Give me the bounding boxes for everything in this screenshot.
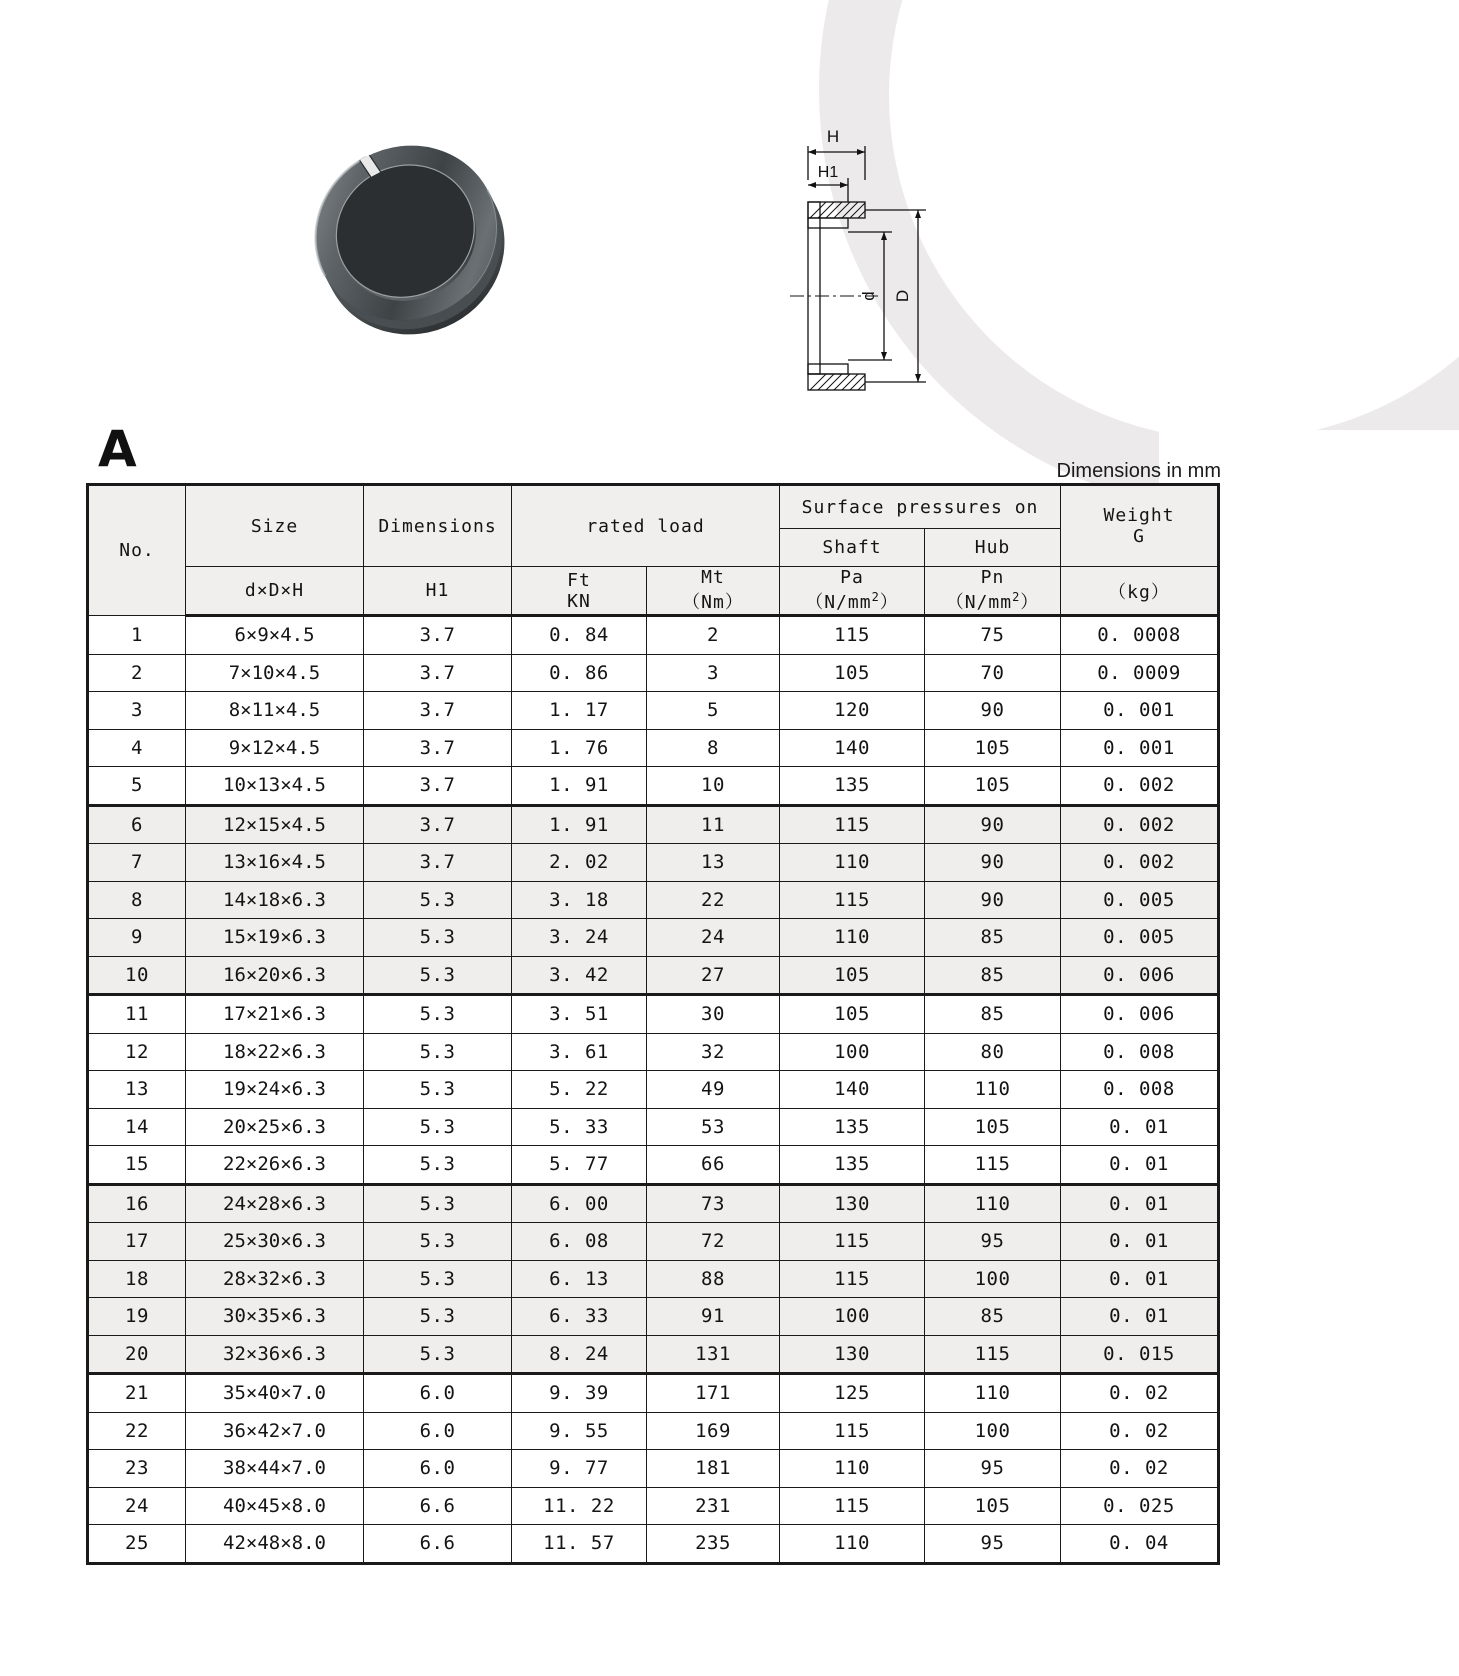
cell-no: 3 [88, 692, 186, 730]
cell-h1: 5.3 [364, 1260, 512, 1298]
cell-pn: 95 [925, 1223, 1061, 1261]
cell-ft: 3. 42 [512, 956, 647, 995]
cell-pn: 80 [925, 1033, 1061, 1071]
cell-weight: 0. 01 [1061, 1108, 1219, 1146]
cell-weight: 0. 01 [1061, 1146, 1219, 1185]
cell-mt: 3 [647, 654, 780, 692]
cell-size: 19×24×6.3 [186, 1071, 364, 1109]
table-row [88, 1298, 1219, 1336]
cell-ft: 9. 55 [512, 1412, 647, 1450]
cell-mt: 24 [647, 919, 780, 957]
cell-h1: 5.3 [364, 881, 512, 919]
header-hub: Hub [925, 529, 1061, 567]
cell-mt: 171 [647, 1374, 780, 1413]
cell-mt: 131 [647, 1335, 780, 1374]
cell-pa: 115 [780, 1412, 925, 1450]
cell-ft: 3. 18 [512, 881, 647, 919]
header-weight-title: Weight [1103, 505, 1175, 526]
cell-size: 40×45×8.0 [186, 1487, 364, 1525]
cell-weight: 0. 005 [1061, 919, 1219, 957]
cell-pn: 70 [925, 654, 1061, 692]
cell-pn: 85 [925, 995, 1061, 1034]
cell-size: 8×11×4.5 [186, 692, 364, 730]
cell-ft: 1. 91 [512, 805, 647, 844]
cell-weight: 0. 008 [1061, 1071, 1219, 1109]
cell-weight: 0. 002 [1061, 767, 1219, 806]
dimensions-note: Dimensions in mm [1056, 460, 1221, 482]
cell-pa: 120 [780, 692, 925, 730]
label-H1: H1 [817, 164, 839, 181]
table-row [88, 1033, 1219, 1071]
cell-mt: 169 [647, 1412, 780, 1450]
cell-h1: 3.7 [364, 767, 512, 806]
cell-pa: 110 [780, 1525, 925, 1564]
cell-weight: 0. 0009 [1061, 654, 1219, 692]
cell-pa: 115 [780, 805, 925, 844]
cell-weight: 0. 02 [1061, 1450, 1219, 1488]
cell-h1: 5.3 [364, 1033, 512, 1071]
cell-ft: 1. 17 [512, 692, 647, 730]
series-letter: A [98, 420, 136, 478]
cell-weight: 0. 002 [1061, 805, 1219, 844]
cell-no: 10 [88, 956, 186, 995]
table-row [88, 1487, 1219, 1525]
cell-pn: 85 [925, 919, 1061, 957]
cell-no: 23 [88, 1450, 186, 1488]
header-hub-unit: $(N/mm^2)$ [945, 590, 1040, 613]
cell-ft: 1. 76 [512, 729, 647, 767]
cell-no: 5 [88, 767, 186, 806]
cell-no: 1 [88, 616, 186, 655]
cell-pa: 140 [780, 1071, 925, 1109]
cell-mt: 91 [647, 1298, 780, 1336]
cell-h1: 3.7 [364, 616, 512, 655]
cell-pn: 90 [925, 881, 1061, 919]
cell-size: 36×42×7.0 [186, 1412, 364, 1450]
cell-size: 10×13×4.5 [186, 767, 364, 806]
header-shaft-unit: $(N/mm^2)$ [805, 590, 899, 613]
cell-no: 11 [88, 995, 186, 1034]
cell-ft: 11. 22 [512, 1487, 647, 1525]
cell-h1: 5.3 [364, 1108, 512, 1146]
cell-h1: 5.3 [364, 1184, 512, 1223]
cell-weight: 0. 01 [1061, 1298, 1219, 1336]
cell-ft: 0. 84 [512, 616, 647, 655]
cell-mt: 10 [647, 767, 780, 806]
cell-size: 17×21×6.3 [186, 995, 364, 1034]
cell-pn: 110 [925, 1184, 1061, 1223]
cell-size: 30×35×6.3 [186, 1298, 364, 1336]
header-hub-symbol: Pn [980, 567, 1005, 588]
cell-no: 25 [88, 1525, 186, 1564]
table-row [88, 1335, 1219, 1374]
cell-pa: 105 [780, 995, 925, 1034]
header-dimensions-sub: H1 [364, 567, 512, 616]
cell-weight: 0. 01 [1061, 1260, 1219, 1298]
cell-mt: 73 [647, 1184, 780, 1223]
table-row [88, 956, 1219, 995]
cell-pn: 75 [925, 616, 1061, 655]
cell-ft: 0. 86 [512, 654, 647, 692]
cell-pn: 105 [925, 729, 1061, 767]
cell-pa: 130 [780, 1184, 925, 1223]
cell-mt: 181 [647, 1450, 780, 1488]
cell-h1: 3.7 [364, 729, 512, 767]
cell-ft: 6. 13 [512, 1260, 647, 1298]
cell-pa: 115 [780, 881, 925, 919]
table-row [88, 1071, 1219, 1109]
cell-ft: 3. 51 [512, 995, 647, 1034]
table-row [88, 1146, 1219, 1185]
cell-pa: 105 [780, 654, 925, 692]
cell-pn: 110 [925, 1374, 1061, 1413]
cell-pa: 100 [780, 1298, 925, 1336]
cell-h1: 5.3 [364, 995, 512, 1034]
label-d: d [859, 291, 878, 301]
cell-pa: 105 [780, 956, 925, 995]
cell-pa: 110 [780, 844, 925, 882]
cell-mt: 5 [647, 692, 780, 730]
cell-mt: 49 [647, 1071, 780, 1109]
cell-pn: 85 [925, 1298, 1061, 1336]
cell-no: 16 [88, 1184, 186, 1223]
header-weight [1061, 485, 1219, 567]
cell-pa: 125 [780, 1374, 925, 1413]
cell-weight: 0. 008 [1061, 1033, 1219, 1071]
cell-weight: 0. 0008 [1061, 616, 1219, 655]
cell-ft: 3. 24 [512, 919, 647, 957]
table-row [88, 692, 1219, 730]
cell-mt: 11 [647, 805, 780, 844]
cell-no: 22 [88, 1412, 186, 1450]
header-no: No. [88, 485, 186, 616]
cell-h1: 5.3 [364, 919, 512, 957]
table-row [88, 1374, 1219, 1413]
cell-mt: 66 [647, 1146, 780, 1185]
cell-size: 13×16×4.5 [186, 844, 364, 882]
cell-weight: 0. 005 [1061, 881, 1219, 919]
cell-no: 21 [88, 1374, 186, 1413]
cell-pa: 140 [780, 729, 925, 767]
cell-weight: 0. 006 [1061, 995, 1219, 1034]
cell-h1: 3.7 [364, 654, 512, 692]
cell-pn: 105 [925, 1487, 1061, 1525]
cell-mt: 30 [647, 995, 780, 1034]
cell-pn: 95 [925, 1525, 1061, 1564]
cell-pn: 95 [925, 1450, 1061, 1488]
retaining-ring-photo [285, 120, 535, 360]
cell-pn: 90 [925, 805, 1061, 844]
cell-h1: 6.6 [364, 1525, 512, 1564]
cell-mt: 235 [647, 1525, 780, 1564]
header-size: Size [186, 485, 364, 567]
cell-size: 38×44×7.0 [186, 1450, 364, 1488]
cell-weight: 0. 01 [1061, 1184, 1219, 1223]
cell-pn: 85 [925, 956, 1061, 995]
table-row [88, 844, 1219, 882]
cell-h1: 6.6 [364, 1487, 512, 1525]
cell-no: 15 [88, 1146, 186, 1185]
header-ft-unit: KN [567, 590, 591, 612]
table-row [88, 995, 1219, 1034]
cell-size: 7×10×4.5 [186, 654, 364, 692]
cell-no: 6 [88, 805, 186, 844]
cell-weight: 0. 001 [1061, 729, 1219, 767]
cell-pa: 110 [780, 919, 925, 957]
cell-weight: 0. 025 [1061, 1487, 1219, 1525]
cell-no: 18 [88, 1260, 186, 1298]
cell-ft: 6. 08 [512, 1223, 647, 1261]
cell-size: 16×20×6.3 [186, 956, 364, 995]
cell-mt: 72 [647, 1223, 780, 1261]
cell-ft: 5. 77 [512, 1146, 647, 1185]
cell-ft: 8. 24 [512, 1335, 647, 1374]
cell-pn: 115 [925, 1335, 1061, 1374]
cell-pn: 100 [925, 1260, 1061, 1298]
header-ft [512, 567, 647, 616]
table-body [88, 616, 1219, 1564]
cell-no: 2 [88, 654, 186, 692]
cell-weight: 0. 002 [1061, 844, 1219, 882]
table-row [88, 881, 1219, 919]
cell-mt: 13 [647, 844, 780, 882]
cell-ft: 1. 91 [512, 767, 647, 806]
table-row [88, 1450, 1219, 1488]
cell-mt: 88 [647, 1260, 780, 1298]
table-row [88, 1525, 1219, 1564]
cell-no: 4 [88, 729, 186, 767]
cell-pa: 130 [780, 1335, 925, 1374]
cell-weight: 0. 001 [1061, 692, 1219, 730]
cell-no: 20 [88, 1335, 186, 1374]
cell-h1: 5.3 [364, 1298, 512, 1336]
cell-no: 19 [88, 1298, 186, 1336]
cell-h1: 5.3 [364, 1146, 512, 1185]
cell-pa: 115 [780, 616, 925, 655]
table-row [88, 1108, 1219, 1146]
table-row [88, 654, 1219, 692]
header-weight-unit: （kg） [1061, 567, 1219, 616]
table-row [88, 1412, 1219, 1450]
cell-ft: 5. 22 [512, 1071, 647, 1109]
cell-size: 18×22×6.3 [186, 1033, 364, 1071]
cell-h1: 6.0 [364, 1374, 512, 1413]
cell-no: 14 [88, 1108, 186, 1146]
cell-weight: 0. 01 [1061, 1223, 1219, 1261]
cell-h1: 6.0 [364, 1412, 512, 1450]
cell-pn: 100 [925, 1412, 1061, 1450]
cell-size: 6×9×4.5 [186, 616, 364, 655]
header-weight-symbol: G [1133, 526, 1145, 547]
label-D: D [893, 289, 912, 303]
cell-no: 9 [88, 919, 186, 957]
header-shaft-pa [780, 567, 925, 616]
cell-h1: 5.3 [364, 1071, 512, 1109]
header-ft-symbol: Ft [567, 569, 591, 591]
cell-mt: 32 [647, 1033, 780, 1071]
cell-size: 32×36×6.3 [186, 1335, 364, 1374]
cell-no: 8 [88, 881, 186, 919]
table-row [88, 767, 1219, 806]
cell-mt: 22 [647, 881, 780, 919]
header-mt [647, 567, 780, 616]
cell-no: 13 [88, 1071, 186, 1109]
cell-pa: 110 [780, 1450, 925, 1488]
cell-weight: 0. 02 [1061, 1412, 1219, 1450]
cell-pn: 115 [925, 1146, 1061, 1185]
cell-no: 17 [88, 1223, 186, 1261]
cell-ft: 3. 61 [512, 1033, 647, 1071]
cell-size: 25×30×6.3 [186, 1223, 364, 1261]
cell-pa: 135 [780, 1108, 925, 1146]
cell-no: 12 [88, 1033, 186, 1071]
cell-mt: 8 [647, 729, 780, 767]
table-row [88, 919, 1219, 957]
header-hub-pn [925, 567, 1061, 616]
header-rated-load: rated load [512, 485, 780, 567]
cell-weight: 0. 006 [1061, 956, 1219, 995]
cell-weight: 0. 015 [1061, 1335, 1219, 1374]
cell-ft: 9. 77 [512, 1450, 647, 1488]
table-row [88, 1260, 1219, 1298]
cell-weight: 0. 04 [1061, 1525, 1219, 1564]
header-mt-unit: （Nm） [682, 592, 744, 613]
header-mt-symbol: Mt [701, 567, 725, 588]
table-row [88, 616, 1219, 655]
table-header [88, 485, 1219, 616]
cell-size: 20×25×6.3 [186, 1108, 364, 1146]
cell-h1: 5.3 [364, 1223, 512, 1261]
table-row [88, 1184, 1219, 1223]
header-surface-pressures: Surface pressures on [780, 485, 1061, 529]
cell-size: 15×19×6.3 [186, 919, 364, 957]
cell-h1: 5.3 [364, 1335, 512, 1374]
cell-ft: 9. 39 [512, 1374, 647, 1413]
cell-size: 12×15×4.5 [186, 805, 364, 844]
cell-mt: 53 [647, 1108, 780, 1146]
cell-pn: 110 [925, 1071, 1061, 1109]
specification-table-container [86, 483, 1217, 1565]
table-row [88, 729, 1219, 767]
cell-pa: 100 [780, 1033, 925, 1071]
cell-pa: 115 [780, 1260, 925, 1298]
cell-weight: 0. 02 [1061, 1374, 1219, 1413]
header-shaft: Shaft [780, 529, 925, 567]
cell-ft: 5. 33 [512, 1108, 647, 1146]
cell-pa: 115 [780, 1223, 925, 1261]
cell-pa: 115 [780, 1487, 925, 1525]
cell-ft: 6. 33 [512, 1298, 647, 1336]
cell-size: 35×40×7.0 [186, 1374, 364, 1413]
cell-h1: 5.3 [364, 956, 512, 995]
cell-pn: 105 [925, 1108, 1061, 1146]
cell-no: 24 [88, 1487, 186, 1525]
table-row [88, 1223, 1219, 1261]
cell-h1: 3.7 [364, 692, 512, 730]
header-size-sub: d×D×H [186, 567, 364, 616]
cell-h1: 3.7 [364, 805, 512, 844]
cell-size: 24×28×6.3 [186, 1184, 364, 1223]
cell-size: 14×18×6.3 [186, 881, 364, 919]
cell-size: 9×12×4.5 [186, 729, 364, 767]
cross-section-drawing [770, 60, 1000, 400]
cell-mt: 2 [647, 616, 780, 655]
cell-size: 42×48×8.0 [186, 1525, 364, 1564]
cell-pn: 90 [925, 692, 1061, 730]
cell-size: 28×32×6.3 [186, 1260, 364, 1298]
cell-size: 22×26×6.3 [186, 1146, 364, 1185]
specification-table [86, 483, 1220, 1565]
label-H: H [826, 127, 840, 146]
cell-ft: 6. 00 [512, 1184, 647, 1223]
cell-ft: 2. 02 [512, 844, 647, 882]
cell-pa: 135 [780, 1146, 925, 1185]
cell-pn: 105 [925, 767, 1061, 806]
cell-ft: 11. 57 [512, 1525, 647, 1564]
cell-pa: 135 [780, 767, 925, 806]
header-shaft-symbol: Pa [840, 567, 864, 588]
cell-mt: 231 [647, 1487, 780, 1525]
cell-h1: 6.0 [364, 1450, 512, 1488]
cell-no: 7 [88, 844, 186, 882]
cell-mt: 27 [647, 956, 780, 995]
table-row [88, 805, 1219, 844]
cell-h1: 3.7 [364, 844, 512, 882]
header-dimensions: Dimensions [364, 485, 512, 567]
cell-pn: 90 [925, 844, 1061, 882]
